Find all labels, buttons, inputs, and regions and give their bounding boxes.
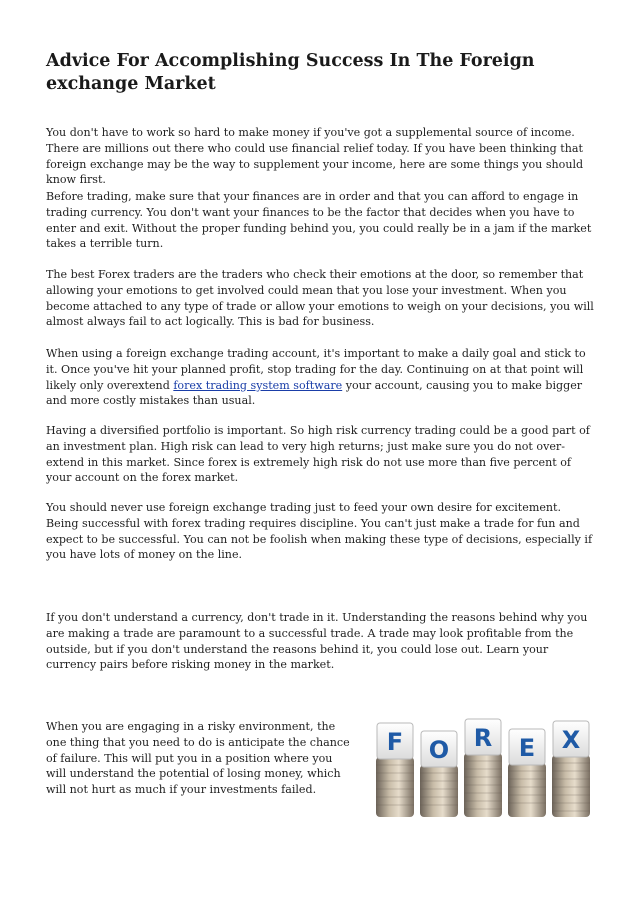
paragraph-2: Before trading, make sure that your finances are in order and that you can afford to engage in trading currency. You don't want your finances to be the factor that decides when you have to enter and exit. Without the proper funding behind you, you could really be in a jam if the market takes a terrible turn.: [46, 190, 592, 251]
paragraph-5: Having a diversified portfolio is important. So high risk currency trading could be a good part of an investment plan. High risk can lead to very high returns; just make sure you do not over-extend in this market. Since forex is extremely high risk do not use more than five percent of your account on the forex market.: [46, 424, 590, 485]
paragraph-6: You should never use foreign exchange trading just to feed your own desire for excitement. Being successful with forex trading requires discipline. You can't just make a trade for fun and expect to be successful. You can not be foolish when making these type of decisions, especially if you have lots of money on the line.: [46, 501, 593, 562]
cube-letter-f: F: [386, 728, 404, 756]
paragraph-8: When you are engaging in a risky environment, the one thing that you need to do is anticipate the chance of failure. This will put you in a position where you will understand the potential of losing money, which will not hurt as much if your investments failed.: [46, 720, 350, 797]
cube-letter-e: E: [518, 734, 536, 762]
paragraph-7: If you don't understand a currency, don't trade in it. Understanding the reasons behind why you are making a trade are paramount to a successful trade. A trade may look profitable from the outside, but if you don't understand the reasons behind it, you could lose out. Learn your currency pairs before risking money in the market.: [46, 611, 588, 672]
paragraph-3: The best Forex traders are the traders who check their emotions at the door, so remember that allowing your emotions to get involved could mean that you lose your investment. When you become attached to any type of trade or allow your emotions to weigh on your decisions, you will almost always fail to act logically. This is bad for business.: [46, 268, 594, 329]
paragraph-4-text-before: When using a foreign exchange trading account, it's important to make a daily goal and stick to it. Once you've hit your planned profit, stop trading for the day. Continuing on at that point will likely only overextend: [46, 347, 586, 392]
paragraph-4-text-after: your account, causing you to make bigger and more costly mistakes than usual.: [46, 378, 583, 408]
article-title: Advice For Accomplishing Success In The Foreign exchange Market: [46, 51, 535, 94]
paragraph-4: [46, 346, 594, 409]
coin-stacks: [376, 753, 590, 817]
cube-letter-x: X: [561, 726, 581, 754]
cube-letter-o: O: [428, 736, 450, 764]
forex-coins-image: [370, 697, 596, 821]
paragraph-1: You don't have to work so hard to make money if you've got a supplemental source of income. There are millions out there who could use financial relief today. If you have been thinking that foreign exchange may be the way to supplement your income, here are some things you should know first.: [46, 126, 584, 187]
cube-letter-r: R: [473, 724, 493, 752]
forex-software-link[interactable]: forex trading system software: [173, 378, 343, 392]
